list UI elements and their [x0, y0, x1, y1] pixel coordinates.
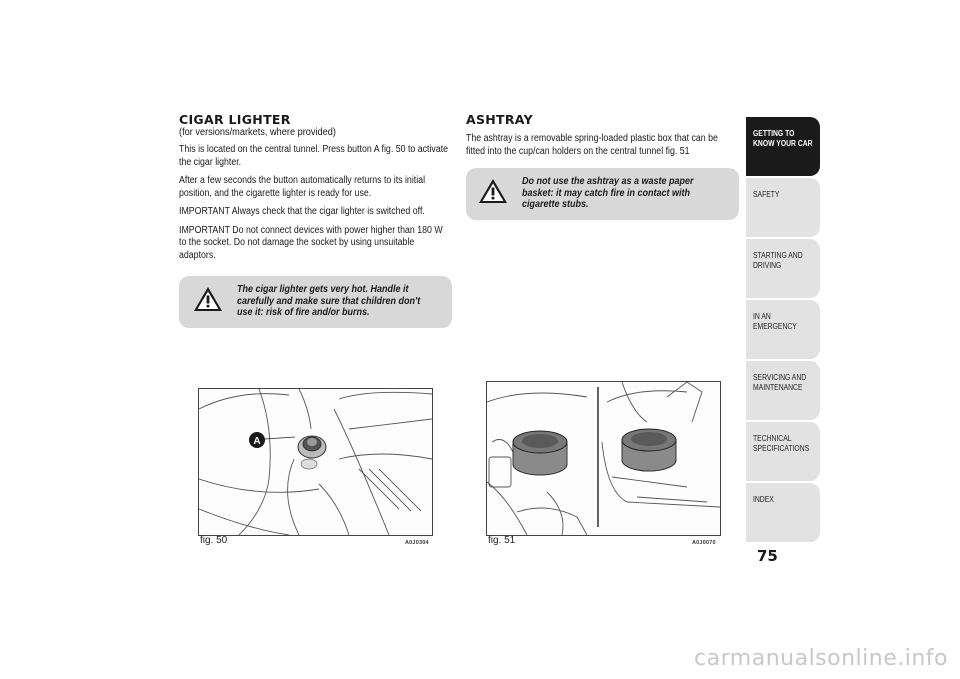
- figure-50-code: A0J0304: [405, 540, 429, 546]
- cigar-lighter-heading: CIGAR LIGHTER: [179, 112, 291, 127]
- cigar-lighter-paragraph-2: After a few seconds the button automatically returns to its initial position, and the cigarette lighter is ready for use.: [179, 175, 426, 199]
- tab-label: STARTING AND DRIVING: [753, 251, 803, 270]
- tab-index[interactable]: [746, 483, 820, 542]
- figure-51-label: fig. 51: [488, 535, 516, 546]
- ashtray-paragraph-1: The ashtray is a removable spring-loaded plastic box that can be fitted into the cup/can holders on the central tunnel fig. 51: [466, 133, 718, 157]
- cigar-lighter-section: [179, 113, 452, 328]
- figure-51-code: A0J0070: [692, 540, 716, 546]
- ashtray-warning-text: Do not use the ashtray as a waste paper basket: it may catch fire in contact with cigarette stubs.: [522, 176, 694, 210]
- cigar-lighter-paragraph-1: This is located on the central tunnel. Press button A fig. 50 to activate the cigar lighter.: [179, 144, 449, 168]
- tab-label: TECHNICAL SPECIFICATIONS: [753, 434, 810, 453]
- tab-label: GETTING TO KNOW YOUR CAR: [753, 129, 813, 148]
- cigar-lighter-paragraph-4: IMPORTANT Do not connect devices with power higher than 180 W to the socket. Do not damage the socket by using unsuitable adaptors.: [179, 224, 443, 261]
- tab-label: IN AN EMERGENCY: [753, 312, 797, 331]
- site-watermark: carmanualsonline.info: [694, 646, 948, 671]
- warning-triangle-icon: [478, 178, 508, 204]
- tab-servicing-and-maintenance[interactable]: [746, 361, 820, 420]
- ashtray-warning: [466, 168, 739, 220]
- tab-label: SAFETY: [753, 190, 780, 199]
- cigar-lighter-warning: [179, 276, 452, 328]
- tab-safety[interactable]: [746, 178, 820, 237]
- tab-technical-specifications[interactable]: [746, 422, 820, 481]
- cigar-lighter-drawing: [199, 389, 432, 535]
- tab-label: SERVICING AND MAINTENANCE: [753, 373, 807, 392]
- tab-label: INDEX: [753, 495, 774, 504]
- tab-starting-and-driving[interactable]: [746, 239, 820, 298]
- ashtray-heading: ASHTRAY: [466, 112, 533, 127]
- callout-a-letter: A: [253, 436, 261, 447]
- tab-getting-to-know-your-car[interactable]: [746, 117, 820, 176]
- cigar-lighter-paragraph-3: IMPORTANT Always check that the cigar lighter is switched off.: [179, 206, 425, 217]
- tab-in-an-emergency[interactable]: [746, 300, 820, 359]
- section-tabs: [746, 117, 820, 544]
- figure-50-label: fig. 50: [200, 535, 228, 546]
- figure-50-cigar-lighter-illustration: [198, 388, 433, 536]
- ashtray-section: [466, 113, 739, 220]
- figure-51-ashtray-illustration: [486, 381, 721, 536]
- cigar-lighter-subheading: (for versions/markets, where provided): [179, 127, 336, 138]
- warning-triangle-icon: [193, 286, 223, 312]
- page-number: 75: [757, 547, 778, 565]
- cigar-lighter-warning-text: The cigar lighter gets very hot. Handle it carefully and make sure that children don't use it: risk of fire and/or burns.: [237, 284, 421, 318]
- ashtray-drawing: [487, 382, 720, 535]
